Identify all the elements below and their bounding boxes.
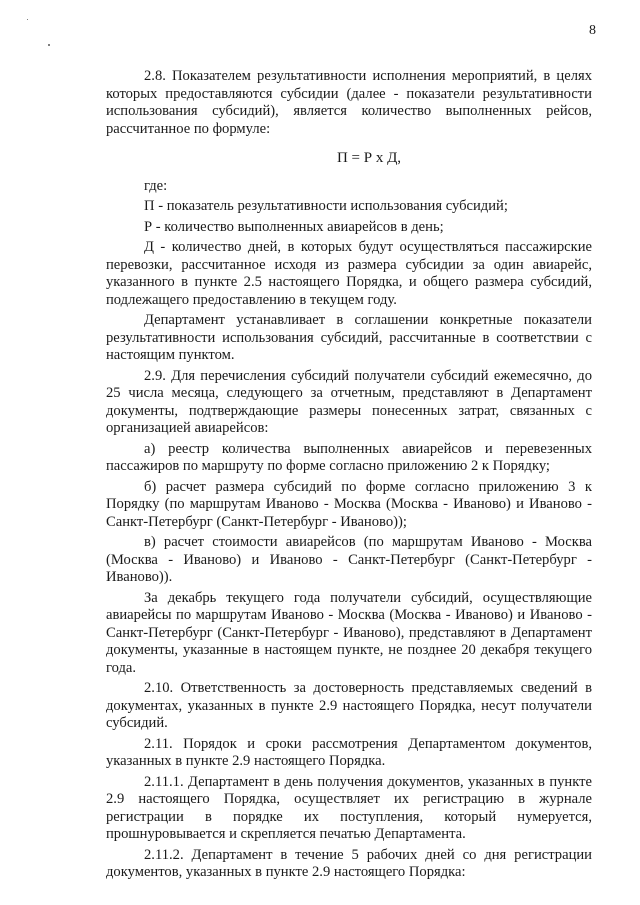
paragraph-2-11-2: 2.11.2. Департамент в течение 5 рабочих дней со дня регистрации документов, указанных в пункте 2.9 настоящего Порядка: [106,846,592,880]
definition-p: П - показатель результативности использования субсидий; [144,198,508,214]
paragraph-department-agreement: Департамент устанавливает в соглашении конкретные показатели результативности использования субсидий, рассчитанные в соответствии с настоящим пунктом. [106,312,592,363]
paragraph-2-9-c: в) расчет стоимости авиарейсов (по маршрутам Иваново - Москва (Москва - Иваново) и Иваново - Санкт-Петербург (Санкт-Петербург - Иваново)). [106,534,592,585]
paragraph-2-9: 2.9. Для перечисления субсидий получатели субсидий ежемесячно, до 25 числа месяца, следующего за отчетным, представляют в Департамент документы, подтверждающие размеры понесенных затрат, связанных с организацией авиарейсов: [106,367,592,436]
definition-r: Р - количество выполненных авиарейсов в день; [144,218,444,235]
document-body [106,68,592,885]
paragraph-december: За декабрь текущего года получатели субсидий, осуществляющие авиарейсы по маршрутам Иваново - Москва (Москва - Иваново) и Иваново - Санкт-Петербург (Санкт-Петербург - Иваново), представляют в Департамент документы, указанные в настоящем пункте, не позднее 20 декабря текущего года. [106,589,592,676]
where-label: где: [144,177,168,194]
paragraph-2-11-1: 2.11.1. Департамент в день получения документов, указанных в пункте 2.9 настоящего Порядка, осуществляет их регистрацию в журнале регистрации в порядке их поступления, который нумеруется, прошнуровывается и скрепляется печатью Департамента. [106,773,592,842]
paragraph-2-8: 2.8. Показателем результативности исполнения мероприятий, в целях которых предоставляются субсидии (далее - показатели результативности использования субсидий), является количество выполненных рейсов, рассчитанное по формуле: [106,68,592,137]
paragraph-2-9-a: а) реестр количества выполненных авиарейсов и перевезенных пассажиров по маршруту по форме согласно приложению 2 к Порядку; [106,440,592,474]
formula: П = Р х Д, [336,150,402,166]
paragraph-2-10: 2.10. Ответственность за достоверность представляемых сведений в документах, указанных в пункте 2.9 настоящего Порядка, несут получатели субсидий. [106,680,592,731]
scan-speck [48,44,50,46]
scan-speck [27,19,28,20]
paragraph-2-11: 2.11. Порядок и сроки рассмотрения Департаментом документов, указанных в пункте 2.9 настоящего Порядка. [106,735,592,769]
definition-d: Д - количество дней, в которых будут осуществляться пассажирские перевозки, рассчитанное исходя из размера субсидии за один авиарейс, указанного в пункте 2.5 настоящего Порядка, и общего размера субсидий, подлежащего предоставлению в текущем году. [106,239,592,308]
page-number: 8 [589,23,596,38]
paragraph-2-9-b: б) расчет размера субсидий по форме согласно приложению 3 к Порядку (по маршрутам Иваново - Москва (Москва - Иваново) и Иваново - Санкт-Петербург (Санкт-Петербург - Иваново)); [106,478,592,530]
